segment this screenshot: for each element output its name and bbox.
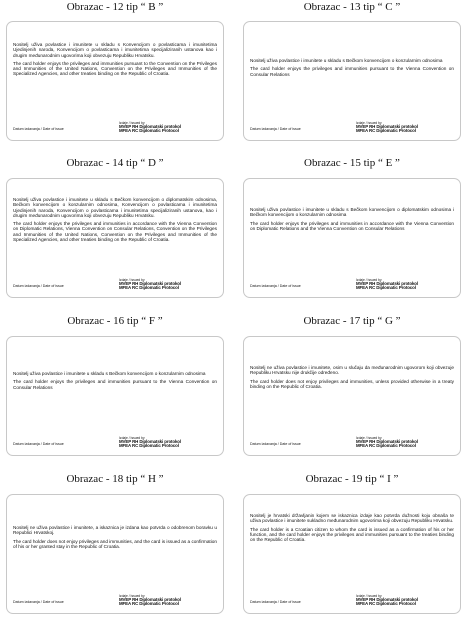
id-card-c: [243, 21, 461, 141]
issuer-en: MFEA RC Diplomatic Protocol: [356, 285, 416, 291]
issuer-block: [119, 594, 181, 607]
date-of-issue-label: Datum izdavanja / Date of issue: [250, 442, 301, 446]
id-card-g: [243, 336, 461, 456]
id-card-d: [6, 178, 224, 298]
card-text: [13, 197, 217, 245]
issuer-en: MFEA RC Diplomatic Protocol: [119, 443, 179, 449]
card-text-hr: Nositelj uživa povlastice i imunitete u skladu s Bečkom konvencijom o diplomatskim odnosima, Bečkom konvencijom o konzularnim odnosima, Konvencijom o povlasticama i imunitetima Ujedinjenih naroda, Konvencijom o povlasticama i imunitetima specijaliziranih ustanova, kao i drugim međunarodnim ugovorima koji obvezuju Republiku Hrvatsku.: [13, 197, 217, 218]
issued-by-label: Izdaje / Issued by: [119, 120, 145, 125]
issued-by-label: Izdaje / Issued by: [356, 120, 382, 125]
issued-by-label: Izdaje / Issued by: [356, 435, 382, 440]
issuer-block: [356, 436, 418, 449]
issuer-hr: MVEP RH Diplomatski protokol: [119, 123, 182, 129]
issuer-hr: MVEP RH Diplomatski protokol: [356, 438, 419, 444]
issuer-en: MFEA RC Diplomatic Protocol: [356, 443, 416, 449]
issuer-hr: MVEP RH Diplomatski protokol: [356, 123, 419, 129]
card-text-en: The card holder enjoys the privileges and immunities pursuant to the Convention on the Privileges and Immunities of the United Nations, Convention on the Privileges and Immunities of the Specialized Agencies, and other treaties binding on the Republic of Croatia.: [13, 60, 217, 77]
form-title-15: Obrazac - 15 tip “ E ”: [304, 157, 400, 169]
card-text-hr: Nositelj uživa povlastice i imunitete u skladu s Bečkom konvencijom o diplomatskim odnosima i Bečkom konvencijom o konzularnim odnosima: [250, 207, 454, 218]
issuer-hr: MVEP RH Diplomatski protokol: [119, 280, 182, 286]
date-of-issue-label: Datum izdavanja / Date of issue: [250, 600, 301, 604]
card-text: [250, 365, 454, 392]
issuer-hr: MVEP RH Diplomatski protokol: [356, 280, 419, 286]
card-text: [13, 525, 217, 552]
id-card-f: [6, 336, 224, 456]
form-title-16: Obrazac - 16 tip “ F ”: [67, 315, 163, 327]
card-text-en: The card holder enjoys the privileges and immunities pursuant to the Vienna Convention on Consular Relations: [13, 379, 217, 390]
issuer-en: MFEA RC Diplomatic Protocol: [119, 128, 179, 134]
issuer-block: [356, 594, 418, 607]
card-text-hr: Nositelj ne uživa povlastice i imunitete, osim u slučaju da međunarodnim ugovorom koji obvezuje Republiku Hrvatsku nije drukčije određeno.: [250, 365, 454, 376]
form-title-13: Obrazac - 13 tip “ C ”: [303, 1, 401, 13]
issuer-block: [119, 436, 181, 449]
card-text-en: The card holder enjoys the privileges and immunities in accordance with the Vienna Convention on Diplomatic Relations, Vienna Convention on Consular Relations, Convention on the Privileges and Immunities of the United Nations, Convention on the Privileges and Immunities of the Specialized Agencies, and other treaties binding on the Republic of Croatia.: [13, 221, 217, 243]
card-text: [13, 371, 217, 393]
form-title-19: Obrazac - 19 tip “ I ”: [305, 473, 399, 485]
card-text-en: The card holder does not enjoy privileges and immunities, and the card is issued as a confirmation of his or her granted stay in the Republic of Croatia.: [13, 538, 217, 549]
card-text: [250, 207, 454, 234]
form-title-12: Obrazac - 12 tip “ B ”: [66, 1, 164, 13]
date-of-issue-label: Datum izdavanja / Date of issue: [250, 284, 301, 288]
date-of-issue-label: Datum izdavanja / Date of issue: [13, 127, 64, 131]
form-title-14: Obrazac - 14 tip “ D ”: [66, 157, 164, 169]
card-text-en: The card holder does not enjoy privileges and immunities, unless provided otherwise in a treaty binding on the Republic of Croatia.: [250, 378, 454, 389]
issuer-block: [119, 278, 181, 291]
issued-by-label: Izdaje / Issued by: [356, 277, 382, 282]
card-text-hr: Nositelj ne uživa povlastice i imunitete, a iskaznica je izdana kao potvrda o odobrenom boravku u Republici Hrvatskoj.: [13, 525, 217, 536]
id-card-b: [6, 21, 224, 141]
id-card-h: [6, 494, 224, 614]
id-card-i: [243, 494, 461, 614]
issuer-en: MFEA RC Diplomatic Protocol: [119, 601, 179, 607]
form-title-18: Obrazac - 18 tip “ H ”: [66, 473, 164, 485]
card-text-en: The card holder enjoys the privileges and immunities pursuant to the Vienna Convention on Consular Relations: [250, 66, 454, 77]
card-text: [250, 58, 454, 80]
card-text-en: The card holder enjoys the privileges and immunities in accordance with the Vienna Convention on Diplomatic Relations and the Vienna Convention on Consular Relations: [250, 220, 454, 231]
card-text-en: The card holder is a Croatian citizen to whom the card is issued as a confirmation of his or her function, and the card holder enjoys the privileges and immunities pursuant to the treaties binding on the Republic of Croatia.: [250, 526, 454, 543]
issuer-hr: MVEP RH Diplomatski protokol: [119, 596, 182, 602]
issuer-block: [119, 121, 181, 134]
date-of-issue-label: Datum izdavanja / Date of issue: [250, 127, 301, 131]
issuer-en: MFEA RC Diplomatic Protocol: [356, 601, 416, 607]
issued-by-label: Izdaje / Issued by: [119, 435, 145, 440]
card-text-hr: Nositelj uživa povlastice i imunitete u skladu s Konvencijom o povlasticama i imunitetima Ujedinjenih naroda, Konvencijom o povlasticama i imunitetima specijaliziranih ustanova kao i drugim međunarodnim ugovorima koji obvezuju Republiku Hrvatsku.: [13, 42, 217, 58]
date-of-issue-label: Datum izdavanja / Date of issue: [13, 284, 64, 288]
issuer-hr: MVEP RH Diplomatski protokol: [119, 438, 182, 444]
date-of-issue-label: Datum izdavanja / Date of issue: [13, 600, 64, 604]
card-text: [13, 42, 217, 80]
card-text-hr: Nositelj uživa povlastice i imunitete u skladu s Bečkom konvencijom o konzularnim odnosima: [13, 371, 206, 376]
issued-by-label: Izdaje / Issued by: [119, 277, 145, 282]
issuer-en: MFEA RC Diplomatic Protocol: [119, 285, 179, 291]
card-text: [250, 513, 454, 545]
date-of-issue-label: Datum izdavanja / Date of issue: [13, 442, 64, 446]
card-text-hr: Nositelj uživa povlastice i imunitete u skladu s Bečkom konvencijom o konzularnim odnosima: [250, 58, 443, 63]
issuer-hr: MVEP RH Diplomatski protokol: [356, 596, 419, 602]
issued-by-label: Izdaje / Issued by: [119, 593, 145, 598]
form-title-17: Obrazac - 17 tip “ G ”: [303, 315, 401, 327]
id-card-e: [243, 178, 461, 298]
issuer-en: MFEA RC Diplomatic Protocol: [356, 128, 416, 134]
issuer-block: [356, 121, 418, 134]
card-text-hr: Nositelj je hrvatski državljanin kojem se iskaznica izdaje kao potvrda dužnosti koju obnaša te uživa povlastice i imunitete sukladno međunarodnim ugovorima koji obvezuju Republiku Hrvatsku.: [250, 513, 454, 524]
issuer-block: [356, 278, 418, 291]
issued-by-label: Izdaje / Issued by: [356, 593, 382, 598]
